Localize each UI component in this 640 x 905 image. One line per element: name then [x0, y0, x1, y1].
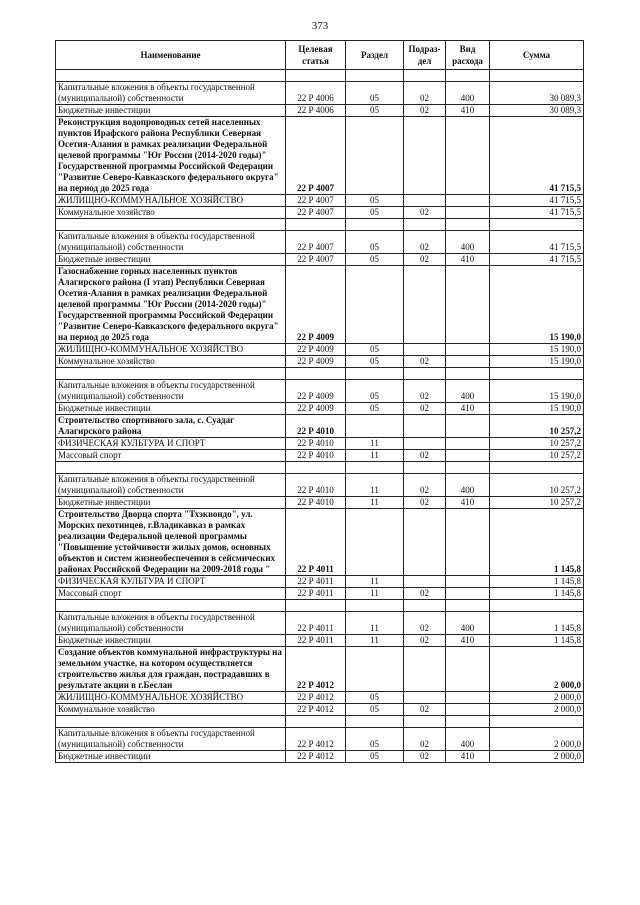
table-row — [56, 254, 584, 266]
cell-section: 11 — [346, 497, 404, 509]
cell-target: 22 Р 4010 — [286, 415, 346, 438]
cell-target: 22 Р 4010 — [286, 450, 346, 462]
cell-section: 05 — [346, 692, 404, 704]
cell-kind — [446, 704, 490, 716]
cell-target: 22 Р 4012 — [286, 704, 346, 716]
cell-section — [346, 266, 404, 344]
cell-name: Строительство спортивного зала, с. Суадаг Алагирского района — [56, 415, 286, 438]
cell-name: Реконструкция водопроводных сетей населенных пунктов Ирафского района Республики Северная Осетия-Алания в рамках реализации Федеральной целевой программы "Юг России (2014-2020 годы)" Государственной программы Российской Федерации "Развитие Северо-Кавказского федерального округа" на период до 2025 года — [56, 117, 286, 195]
table-row — [56, 474, 584, 497]
table-row — [56, 600, 584, 612]
spacer-cell — [346, 219, 404, 231]
table-row — [56, 450, 584, 462]
cell-target: 22 Р 4007 — [286, 231, 346, 254]
spacer-cell — [346, 600, 404, 612]
cell-sum: 2 000,0 — [490, 704, 584, 716]
header-sum: Сумма — [490, 41, 584, 70]
cell-section — [346, 117, 404, 195]
cell-section: 05 — [346, 82, 404, 105]
cell-subsection — [404, 576, 446, 588]
cell-name: ЖИЛИЩНО-КОММУНАЛЬНОЕ ХОЗЯЙСТВО — [56, 344, 286, 356]
table-row — [56, 403, 584, 415]
cell-section: 05 — [346, 207, 404, 219]
table-row — [56, 588, 584, 600]
table-row — [56, 70, 584, 82]
table-row — [56, 82, 584, 105]
cell-name: Коммунальное хозяйство — [56, 356, 286, 368]
cell-target: 22 Р 4007 — [286, 117, 346, 195]
cell-kind — [446, 576, 490, 588]
table-row — [56, 497, 584, 509]
cell-name: Газоснабжение горных населенных пунктов Алагирского района (I этап) Республики Северная Осетия-Алания в рамках реализации Федеральной целевой программы "Юг России (2014-2020 годы)" Государственной программы Российской Федерации "Развитие Северо-Кавказского федерального округа" на период до 2025 года — [56, 266, 286, 344]
cell-kind — [446, 588, 490, 600]
cell-sum: 30 089,3 — [490, 82, 584, 105]
cell-subsection: 02 — [404, 635, 446, 647]
cell-section: 11 — [346, 588, 404, 600]
table-row — [56, 356, 584, 368]
table-row — [56, 612, 584, 635]
cell-target: 22 Р 4011 — [286, 576, 346, 588]
cell-section: 11 — [346, 474, 404, 497]
cell-section: 05 — [346, 356, 404, 368]
cell-subsection — [404, 647, 446, 692]
cell-section: 05 — [346, 751, 404, 763]
cell-kind: 400 — [446, 474, 490, 497]
cell-subsection: 02 — [404, 356, 446, 368]
cell-target: 22 Р 4010 — [286, 497, 346, 509]
cell-target: 22 Р 4010 — [286, 438, 346, 450]
cell-sum: 10 257,2 — [490, 474, 584, 497]
spacer-cell — [446, 219, 490, 231]
cell-target: 22 Р 4012 — [286, 647, 346, 692]
cell-target: 22 Р 4011 — [286, 612, 346, 635]
table-row — [56, 647, 584, 692]
cell-sum: 1 145,8 — [490, 509, 584, 576]
cell-subsection: 02 — [404, 728, 446, 751]
cell-target: 22 Р 4012 — [286, 692, 346, 704]
cell-sum: 1 145,8 — [490, 612, 584, 635]
cell-sum: 2 000,0 — [490, 751, 584, 763]
cell-sum: 41 715,5 — [490, 254, 584, 266]
cell-kind: 410 — [446, 751, 490, 763]
cell-target: 22 Р 4011 — [286, 588, 346, 600]
table-row — [56, 344, 584, 356]
table-row — [56, 704, 584, 716]
cell-target: 22 Р 4012 — [286, 751, 346, 763]
table-row — [56, 509, 584, 576]
cell-kind — [446, 266, 490, 344]
budget-table — [55, 40, 584, 763]
cell-section — [346, 647, 404, 692]
cell-sum: 1 145,8 — [490, 576, 584, 588]
cell-section: 11 — [346, 612, 404, 635]
cell-sum: 10 257,2 — [490, 450, 584, 462]
cell-target: 22 Р 4007 — [286, 195, 346, 207]
table-row — [56, 105, 584, 117]
spacer-cell — [446, 716, 490, 728]
cell-sum: 10 257,2 — [490, 438, 584, 450]
cell-target: 22 Р 4009 — [286, 380, 346, 403]
table-row — [56, 231, 584, 254]
spacer-cell — [446, 70, 490, 82]
cell-name: Строительство Дворца спорта "Тхэквондо", ул. Морских пехотинцев, г.Владикавказ в рамках реализации Федеральной целевой программы "Повышение устойчивости жилых домов, основных объектов и систем жизнеобеспечения в сейсмических районах Российской Федерации на 2009-2018 годы " — [56, 509, 286, 576]
cell-target: 22 Р 4009 — [286, 403, 346, 415]
cell-sum: 15 190,0 — [490, 344, 584, 356]
cell-name: ЖИЛИЩНО-КОММУНАЛЬНОЕ ХОЗЯЙСТВО — [56, 195, 286, 207]
spacer-cell — [446, 600, 490, 612]
cell-kind — [446, 207, 490, 219]
spacer-cell — [346, 462, 404, 474]
cell-section: 05 — [346, 728, 404, 751]
spacer-cell — [346, 716, 404, 728]
header-row — [56, 41, 584, 70]
cell-name: Капитальные вложения в объекты государственной (муниципальной) собственности — [56, 474, 286, 497]
spacer-cell — [490, 462, 584, 474]
cell-section: 05 — [346, 704, 404, 716]
table-row — [56, 462, 584, 474]
cell-subsection: 02 — [404, 403, 446, 415]
cell-target: 22 Р 4011 — [286, 509, 346, 576]
cell-sum: 41 715,5 — [490, 195, 584, 207]
cell-kind: 410 — [446, 403, 490, 415]
spacer-cell — [286, 462, 346, 474]
spacer-cell — [56, 70, 286, 82]
table-row — [56, 635, 584, 647]
spacer-cell — [286, 716, 346, 728]
cell-name: Бюджетные инвестиции — [56, 254, 286, 266]
cell-name: Массовый спорт — [56, 588, 286, 600]
cell-kind: 400 — [446, 82, 490, 105]
cell-name: Капитальные вложения в объекты государственной (муниципальной) собственности — [56, 612, 286, 635]
cell-subsection: 02 — [404, 704, 446, 716]
cell-subsection: 02 — [404, 254, 446, 266]
spacer-cell — [404, 716, 446, 728]
page-number: 373 — [311, 20, 329, 32]
table-row — [56, 692, 584, 704]
cell-name: Бюджетные инвестиции — [56, 751, 286, 763]
cell-subsection: 02 — [404, 474, 446, 497]
cell-subsection: 02 — [404, 497, 446, 509]
cell-name: Капитальные вложения в объекты государственной (муниципальной) собственности — [56, 380, 286, 403]
table-row — [56, 728, 584, 751]
cell-target: 22 Р 4007 — [286, 207, 346, 219]
cell-sum: 41 715,5 — [490, 207, 584, 219]
table-row — [56, 219, 584, 231]
cell-subsection: 02 — [404, 612, 446, 635]
cell-kind — [446, 344, 490, 356]
cell-kind — [446, 356, 490, 368]
cell-section — [346, 415, 404, 438]
spacer-cell — [404, 70, 446, 82]
cell-section: 05 — [346, 344, 404, 356]
spacer-cell — [286, 219, 346, 231]
spacer-cell — [446, 368, 490, 380]
spacer-cell — [490, 219, 584, 231]
table-row — [56, 415, 584, 438]
cell-name: ФИЗИЧЕСКАЯ КУЛЬТУРА И СПОРТ — [56, 576, 286, 588]
spacer-cell — [404, 462, 446, 474]
cell-kind — [446, 415, 490, 438]
cell-subsection: 02 — [404, 207, 446, 219]
cell-section: 05 — [346, 254, 404, 266]
cell-kind — [446, 509, 490, 576]
table-row — [56, 438, 584, 450]
header-name: Наименование — [56, 41, 286, 70]
spacer-cell — [404, 600, 446, 612]
cell-sum: 1 145,8 — [490, 588, 584, 600]
cell-sum: 41 715,5 — [490, 117, 584, 195]
cell-kind — [446, 438, 490, 450]
cell-name: Капитальные вложения в объекты государственной (муниципальной) собственности — [56, 728, 286, 751]
cell-kind: 410 — [446, 635, 490, 647]
cell-subsection — [404, 509, 446, 576]
spacer-cell — [346, 70, 404, 82]
spacer-cell — [56, 600, 286, 612]
spacer-cell — [56, 462, 286, 474]
cell-subsection: 02 — [404, 450, 446, 462]
cell-section — [346, 509, 404, 576]
cell-section: 05 — [346, 231, 404, 254]
cell-name: Капитальные вложения в объекты государственной (муниципальной) собственности — [56, 82, 286, 105]
cell-subsection: 02 — [404, 105, 446, 117]
cell-kind: 410 — [446, 497, 490, 509]
spacer-cell — [404, 219, 446, 231]
cell-target: 22 Р 4009 — [286, 266, 346, 344]
cell-subsection — [404, 117, 446, 195]
cell-kind — [446, 647, 490, 692]
cell-kind: 400 — [446, 612, 490, 635]
table-row — [56, 751, 584, 763]
cell-name: Капитальные вложения в объекты государственной (муниципальной) собственности — [56, 231, 286, 254]
table-row — [56, 195, 584, 207]
cell-target: 22 Р 4006 — [286, 105, 346, 117]
cell-section: 11 — [346, 576, 404, 588]
cell-target: 22 Р 4007 — [286, 254, 346, 266]
spacer-cell — [490, 70, 584, 82]
cell-name: ФИЗИЧЕСКАЯ КУЛЬТУРА И СПОРТ — [56, 438, 286, 450]
cell-subsection: 02 — [404, 380, 446, 403]
cell-sum: 10 257,2 — [490, 497, 584, 509]
cell-section: 05 — [346, 195, 404, 207]
table-row — [56, 716, 584, 728]
cell-subsection: 02 — [404, 231, 446, 254]
table-row — [56, 266, 584, 344]
cell-kind: 410 — [446, 105, 490, 117]
cell-section: 05 — [346, 380, 404, 403]
cell-section: 11 — [346, 635, 404, 647]
table-body — [56, 70, 584, 763]
spacer-cell — [490, 368, 584, 380]
header-kind: Вид расхода — [446, 41, 490, 70]
cell-sum: 2 000,0 — [490, 692, 584, 704]
spacer-cell — [56, 716, 286, 728]
cell-name: Коммунальное хозяйство — [56, 704, 286, 716]
table-row — [56, 117, 584, 195]
cell-name: Массовый спорт — [56, 450, 286, 462]
cell-target: 22 Р 4012 — [286, 728, 346, 751]
cell-subsection — [404, 438, 446, 450]
cell-name: Бюджетные инвестиции — [56, 403, 286, 415]
cell-target: 22 Р 4010 — [286, 474, 346, 497]
spacer-cell — [490, 716, 584, 728]
cell-name: Бюджетные инвестиции — [56, 635, 286, 647]
cell-target: 22 Р 4009 — [286, 356, 346, 368]
table-row — [56, 576, 584, 588]
cell-sum: 15 190,0 — [490, 403, 584, 415]
cell-section: 11 — [346, 450, 404, 462]
spacer-cell — [404, 368, 446, 380]
cell-kind: 400 — [446, 231, 490, 254]
cell-subsection — [404, 692, 446, 704]
cell-subsection: 02 — [404, 588, 446, 600]
spacer-cell — [346, 368, 404, 380]
header-section: Раздел — [346, 41, 404, 70]
cell-kind — [446, 692, 490, 704]
cell-kind — [446, 117, 490, 195]
cell-kind — [446, 450, 490, 462]
cell-section: 05 — [346, 105, 404, 117]
cell-kind — [446, 195, 490, 207]
cell-sum: 1 145,8 — [490, 635, 584, 647]
cell-kind: 410 — [446, 254, 490, 266]
cell-subsection — [404, 195, 446, 207]
cell-sum: 15 190,0 — [490, 380, 584, 403]
spacer-cell — [286, 600, 346, 612]
cell-target: 22 Р 4006 — [286, 82, 346, 105]
spacer-cell — [446, 462, 490, 474]
cell-subsection — [404, 344, 446, 356]
cell-sum: 2 000,0 — [490, 728, 584, 751]
spacer-cell — [56, 368, 286, 380]
cell-sum: 41 715,5 — [490, 231, 584, 254]
cell-kind: 400 — [446, 728, 490, 751]
cell-subsection: 02 — [404, 751, 446, 763]
cell-section: 05 — [346, 403, 404, 415]
cell-subsection — [404, 266, 446, 344]
header-target: Целевая статья — [286, 41, 346, 70]
header-subsection: Подраз- дел — [404, 41, 446, 70]
spacer-cell — [56, 219, 286, 231]
spacer-cell — [490, 600, 584, 612]
cell-target: 22 Р 4011 — [286, 635, 346, 647]
cell-subsection — [404, 415, 446, 438]
cell-sum: 2 000,0 — [490, 647, 584, 692]
cell-name: Коммунальное хозяйство — [56, 207, 286, 219]
cell-name: Бюджетные инвестиции — [56, 497, 286, 509]
cell-sum: 15 190,0 — [490, 266, 584, 344]
spacer-cell — [286, 70, 346, 82]
cell-name: Бюджетные инвестиции — [56, 105, 286, 117]
cell-name: ЖИЛИЩНО-КОММУНАЛЬНОЕ ХОЗЯЙСТВО — [56, 692, 286, 704]
cell-section: 11 — [346, 438, 404, 450]
cell-sum: 15 190,0 — [490, 356, 584, 368]
table-row — [56, 380, 584, 403]
spacer-cell — [286, 368, 346, 380]
table-row — [56, 207, 584, 219]
cell-target: 22 Р 4009 — [286, 344, 346, 356]
cell-sum: 10 257,2 — [490, 415, 584, 438]
cell-kind: 400 — [446, 380, 490, 403]
cell-sum: 30 089,3 — [490, 105, 584, 117]
table-row — [56, 368, 584, 380]
cell-subsection: 02 — [404, 82, 446, 105]
cell-name: Создание объектов коммунальной инфраструктуры на земельном участке, на котором осуществляется строительство жилья для граждан, пострадавших в результате акции в г.Беслан — [56, 647, 286, 692]
